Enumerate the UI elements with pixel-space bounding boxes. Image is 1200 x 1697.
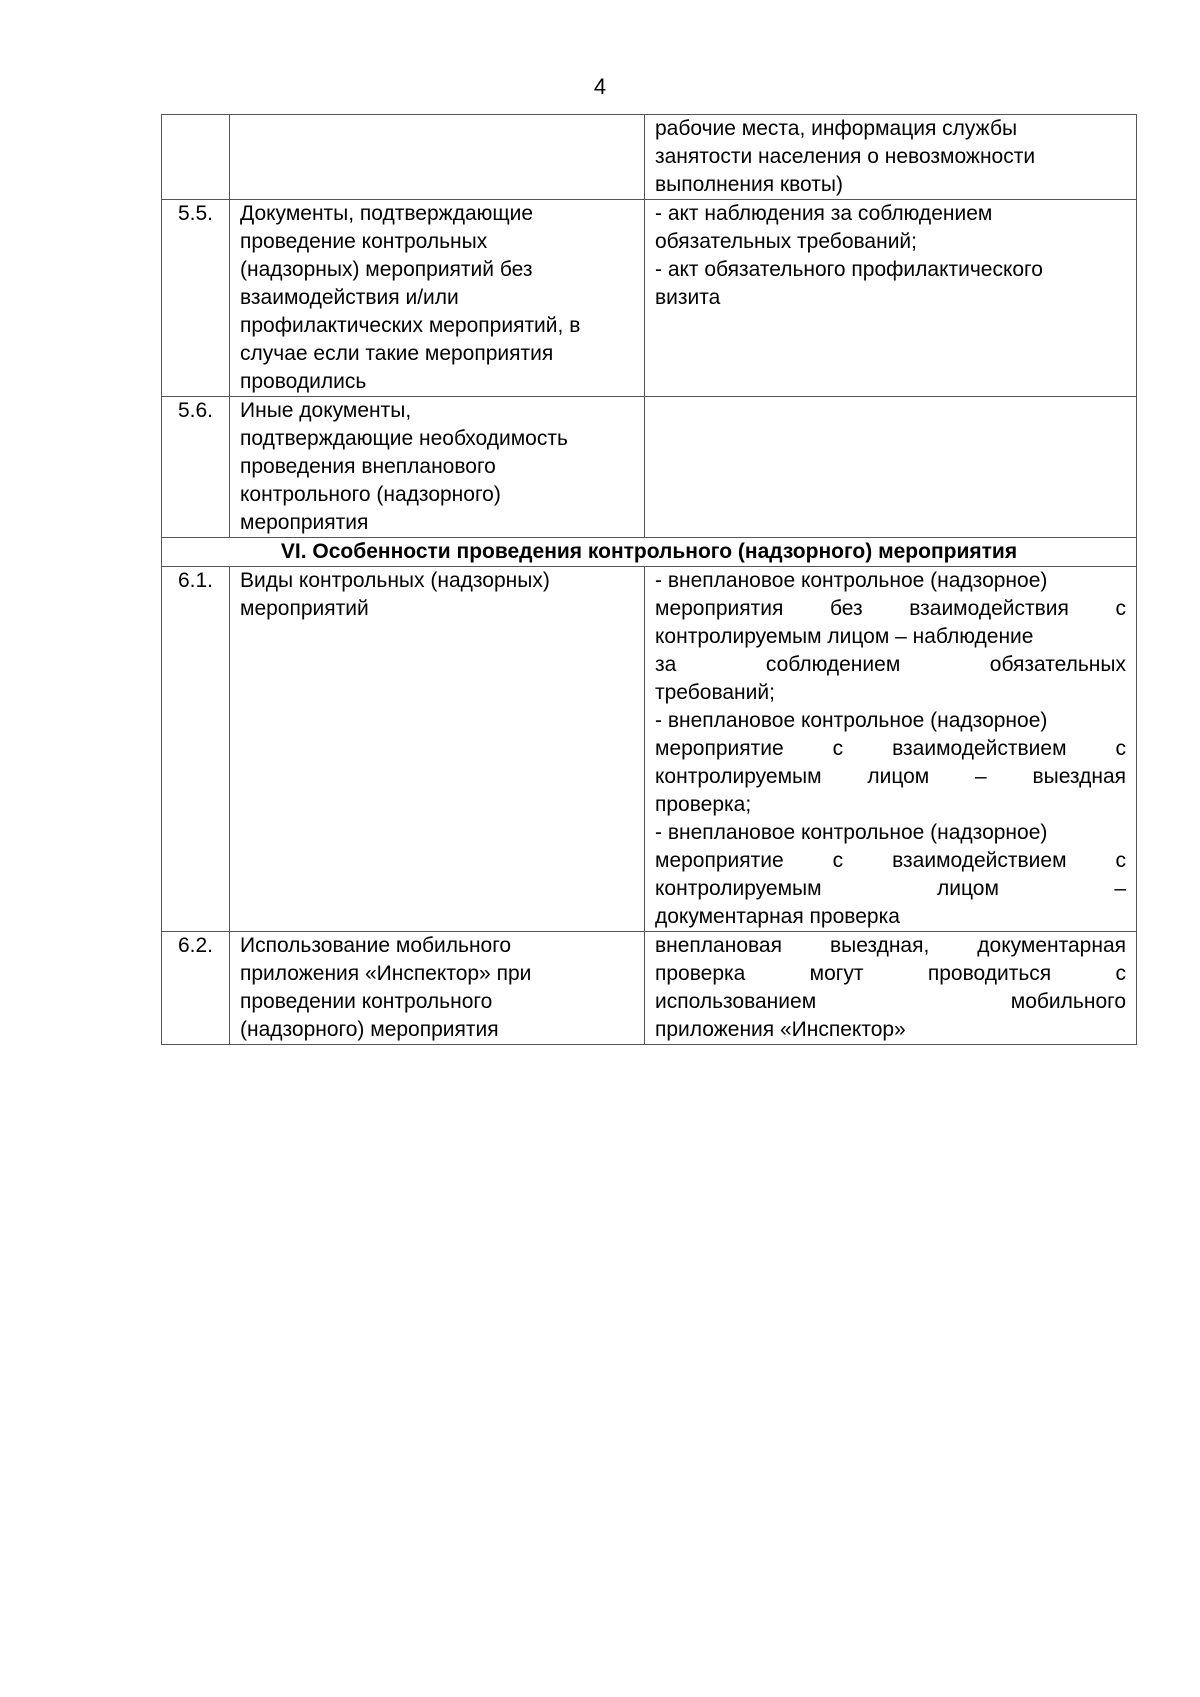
table-row-5-5 (162, 200, 1137, 397)
name-line: (надзорных) мероприятий без (240, 258, 533, 281)
value-line: документарная проверка (655, 905, 900, 928)
row-number-cell: 5.6. (162, 397, 230, 538)
value-line: - акт обязательного профилактического (655, 258, 1043, 281)
value-line: внеплановая выездная, документарная (655, 934, 1126, 957)
value-line: использованием мобильного (655, 990, 1126, 1013)
value-line: приложения «Инспектор» (655, 1018, 906, 1041)
row-name-cell (230, 200, 645, 397)
value-line: проверка могут проводиться с (655, 962, 1126, 985)
table-row-continuation (162, 115, 1137, 200)
row-value-cell (645, 567, 1137, 932)
value-line: контролируемым лицом – наблюдение (655, 625, 1034, 648)
section-heading-row (162, 538, 1137, 567)
table-row-6-1 (162, 567, 1137, 932)
document-table (161, 114, 1137, 1045)
value-line: требований; (655, 681, 775, 704)
name-line: проведение контрольных (240, 230, 488, 253)
value-line: за соблюдением обязательных (655, 653, 1126, 676)
name-line: случае если такие мероприятия (240, 342, 554, 365)
row-name-cell (230, 115, 645, 200)
name-line: Иные документы, (240, 399, 412, 422)
name-line: подтверждающие необходимость (240, 427, 568, 450)
value-line: выполнения квоты) (655, 173, 843, 196)
row-value-cell (645, 115, 1137, 200)
name-line: мероприятий (240, 597, 369, 620)
value-line: - внеплановое контрольное (надзорное) (655, 821, 1048, 844)
value-line: мероприятия без взаимодействия с (655, 597, 1126, 620)
table-row-5-6 (162, 397, 1137, 538)
name-line: Использование мобильного (240, 934, 512, 957)
value-line: проверка; (655, 793, 752, 816)
row-name-cell (230, 397, 645, 538)
name-line: приложения «Инспектор» при (240, 962, 532, 985)
name-line: мероприятия (240, 511, 369, 534)
name-line: проводились (240, 370, 367, 393)
row-number-cell: 5.5. (162, 200, 230, 397)
name-line: (надзорного) мероприятия (240, 1018, 499, 1041)
value-line: - внеплановое контрольное (надзорное) (655, 709, 1048, 732)
value-line: контролируемым лицом – (655, 877, 1126, 900)
row-number-cell (162, 115, 230, 200)
row-number-cell: 6.2. (162, 932, 230, 1045)
value-line: обязательных требований; (655, 230, 917, 253)
name-line: Виды контрольных (надзорных) (240, 569, 550, 592)
name-line: Документы, подтверждающие (240, 202, 534, 225)
name-line: взаимодействия и/или (240, 286, 459, 309)
row-name-cell (230, 567, 645, 932)
row-value-cell (645, 397, 1137, 538)
name-line: контрольного (надзорного) (240, 483, 501, 506)
row-value-cell (645, 200, 1137, 397)
value-line: - акт наблюдения за соблюдением (655, 202, 993, 225)
section-heading: VI. Особенности проведения контрольного (надзорного) мероприятия (162, 538, 1137, 567)
value-line: - внеплановое контрольное (надзорное) (655, 569, 1048, 592)
value-line: занятости населения о невозможности (655, 145, 1036, 168)
row-name-cell (230, 932, 645, 1045)
value-line: мероприятие с взаимодействием с (655, 737, 1126, 760)
name-line: профилактических мероприятий, в (240, 314, 581, 337)
value-line: визита (655, 286, 721, 309)
row-value-cell (645, 932, 1137, 1045)
value-line: мероприятие с взаимодействием с (655, 849, 1126, 872)
row-number-cell: 6.1. (162, 567, 230, 932)
name-line: проведении контрольного (240, 990, 493, 1013)
value-line: рабочие места, информация службы (655, 117, 1018, 140)
name-line: проведения внепланового (240, 455, 496, 478)
value-line: контролируемым лицом – выездная (655, 765, 1126, 788)
table-row-6-2 (162, 932, 1137, 1045)
page-number: 4 (593, 74, 607, 99)
